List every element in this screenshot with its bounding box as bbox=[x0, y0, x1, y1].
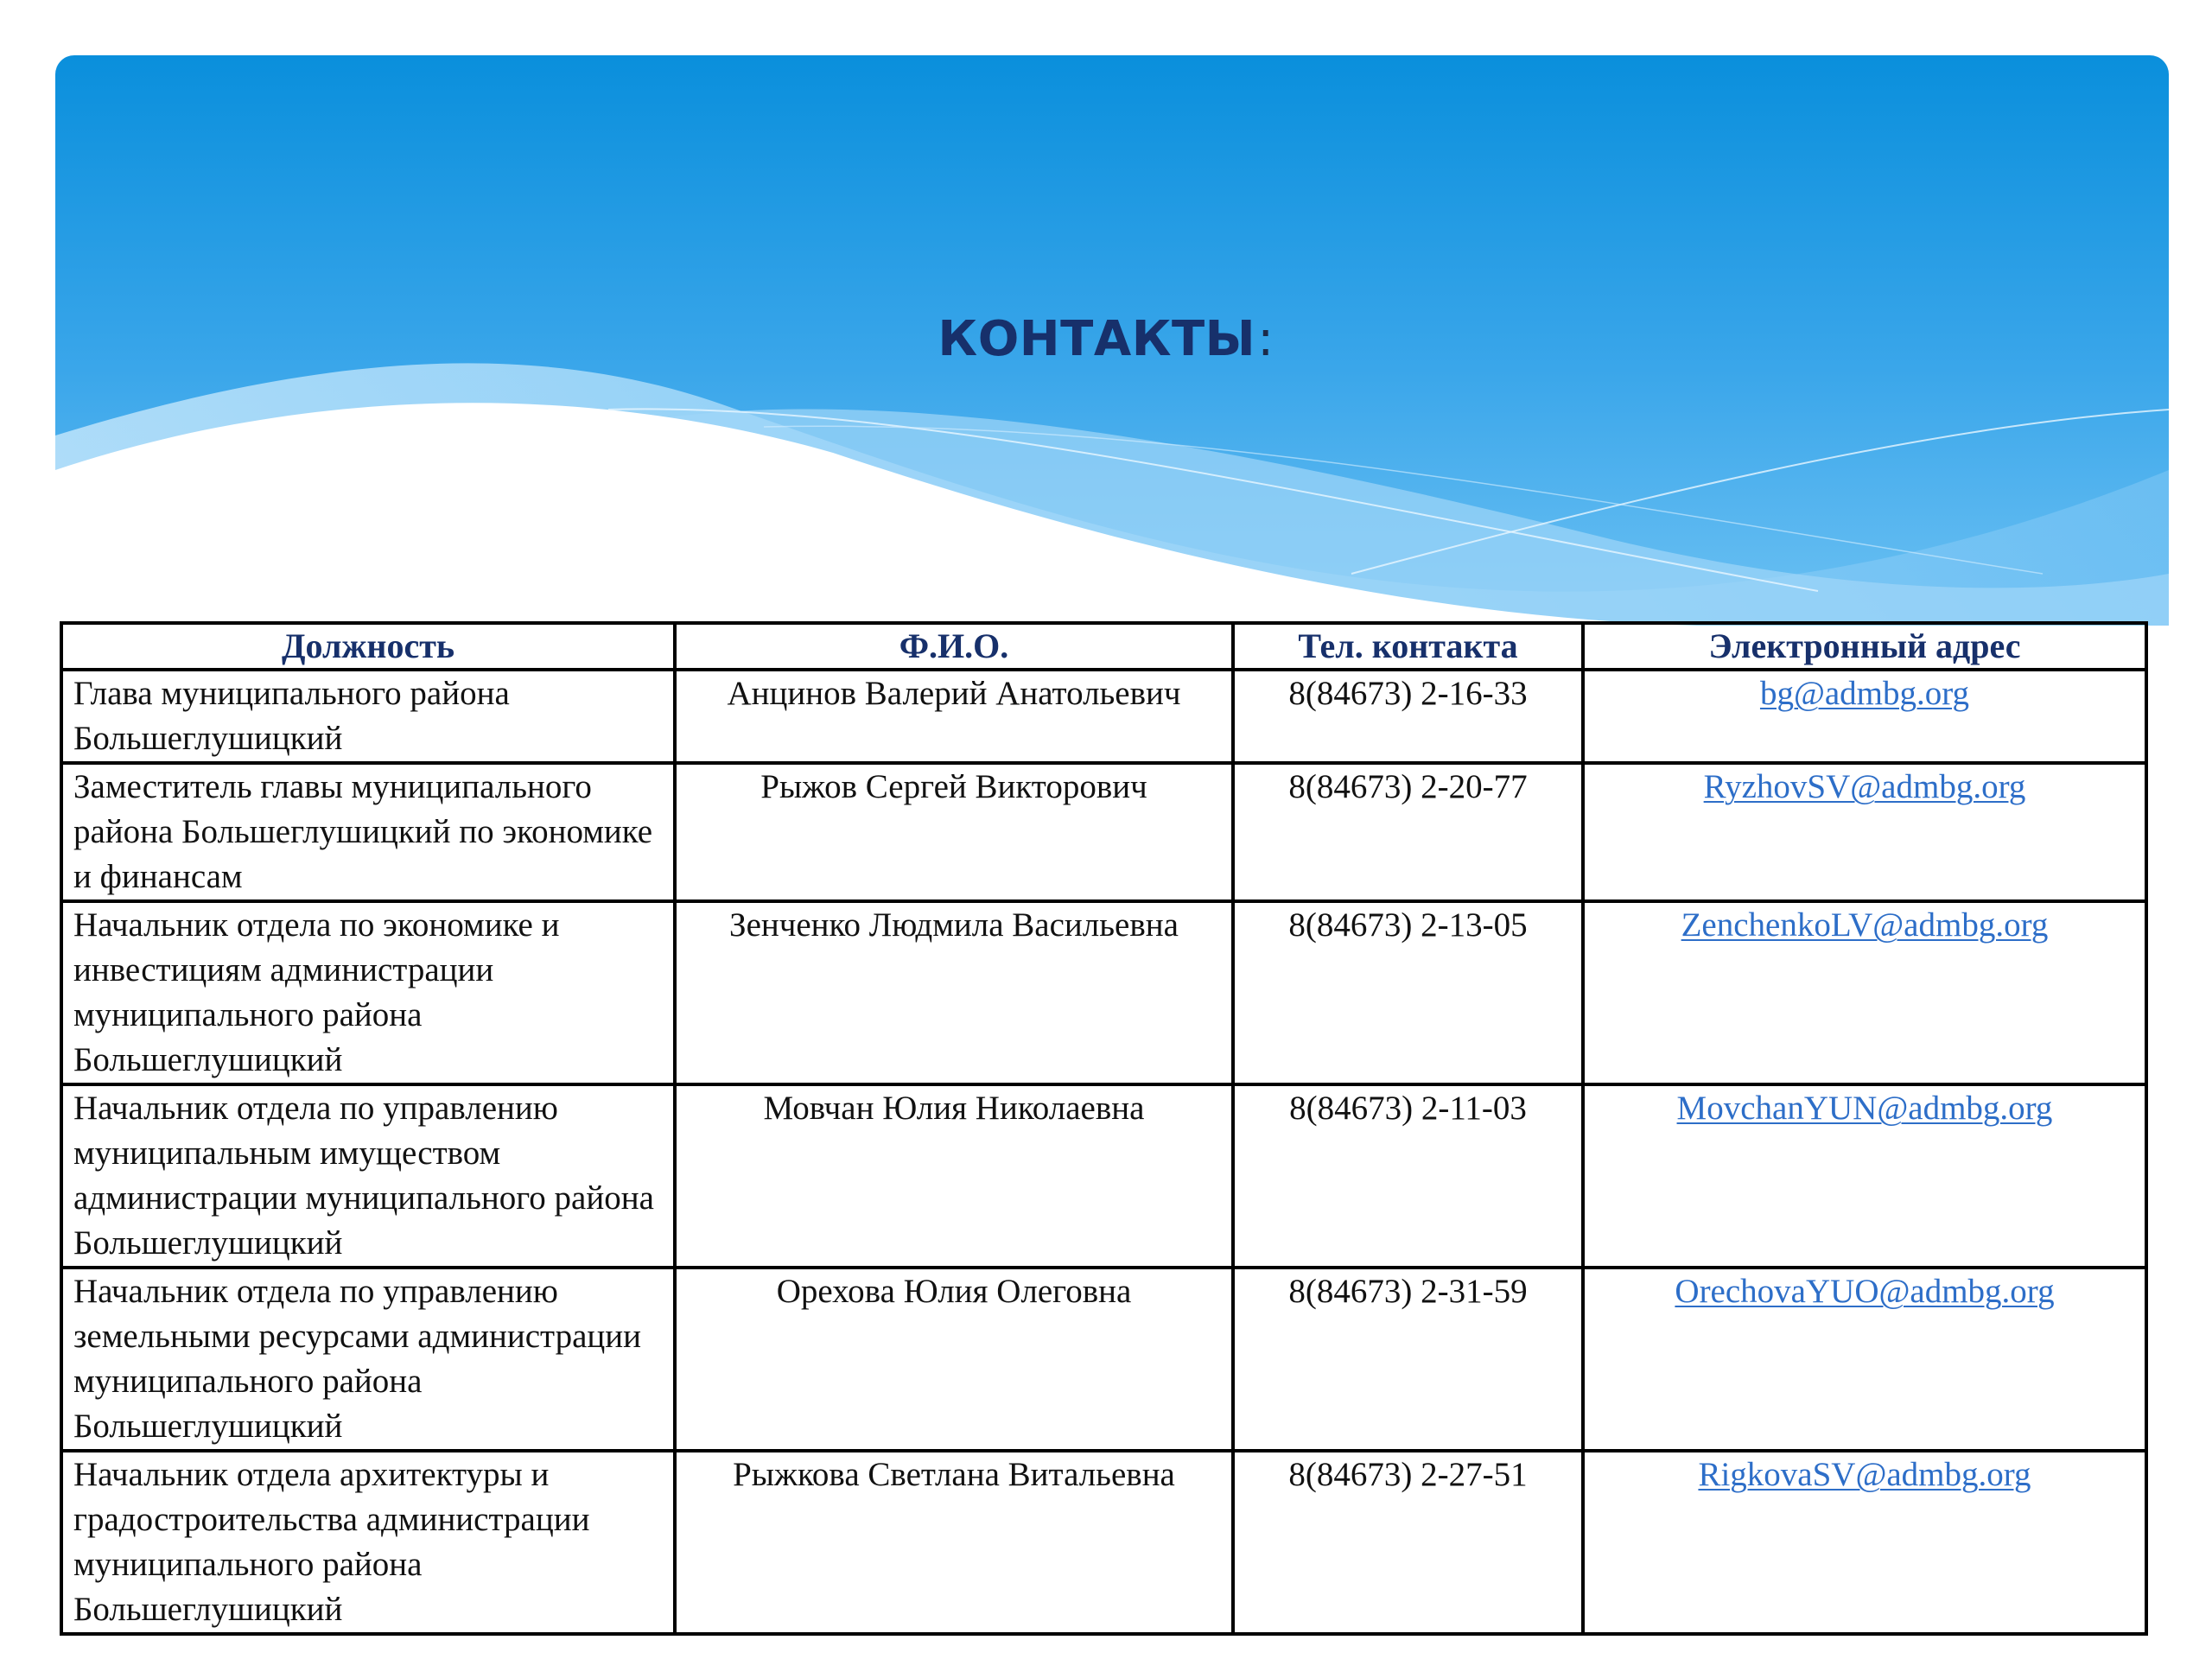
table-row bbox=[61, 670, 2146, 763]
header-name: Ф.И.О. bbox=[675, 623, 1233, 670]
table-header-row bbox=[61, 623, 2146, 670]
cell-email bbox=[1583, 901, 2146, 1084]
cell-email bbox=[1583, 763, 2146, 901]
cell-position: Глава муниципального района Большеглушицкий bbox=[61, 670, 675, 763]
cell-phone: 8(84673) 2-11-03 bbox=[1233, 1084, 1583, 1268]
cell-phone: 8(84673) 2-16-33 bbox=[1233, 670, 1583, 763]
slide-title bbox=[0, 309, 2212, 370]
email-link[interactable]: bg@admbg.org bbox=[1759, 675, 1970, 712]
header-position: Должность bbox=[61, 623, 675, 670]
header-email: Электронный адрес bbox=[1583, 623, 2146, 670]
cell-phone: 8(84673) 2-20-77 bbox=[1233, 763, 1583, 901]
cell-name: Мовчан Юлия Николаевна bbox=[675, 1084, 1233, 1268]
email-link[interactable]: RyzhovSV@admbg.org bbox=[1703, 768, 2026, 805]
table-row bbox=[61, 1268, 2146, 1451]
table-row bbox=[61, 901, 2146, 1084]
table-row bbox=[61, 1084, 2146, 1268]
contacts-table bbox=[60, 621, 2148, 1636]
cell-name: Орехова Юлия Олеговна bbox=[675, 1268, 1233, 1451]
cell-email bbox=[1583, 1451, 2146, 1634]
cell-name: Зенченко Людмила Васильевна bbox=[675, 901, 1233, 1084]
slide-title-text: КОНТАКТЫ bbox=[938, 311, 1256, 367]
slide-title-colon: : bbox=[1257, 311, 1274, 367]
email-link[interactable]: OrechovaYUO@admbg.org bbox=[1675, 1273, 2055, 1310]
cell-phone: 8(84673) 2-13-05 bbox=[1233, 901, 1583, 1084]
table-row bbox=[61, 763, 2146, 901]
cell-position: Начальник отдела архитектуры и градостроительства администрации муниципального района Большеглушицкий bbox=[61, 1451, 675, 1634]
cell-position: Начальник отдела по управлению земельными ресурсами администрации муниципального района Большеглушицкий bbox=[61, 1268, 675, 1451]
cell-phone: 8(84673) 2-27-51 bbox=[1233, 1451, 1583, 1634]
email-link[interactable]: ZenchenkoLV@admbg.org bbox=[1681, 906, 2049, 944]
cell-name: Рыжкова Светлана Витальевна bbox=[675, 1451, 1233, 1634]
cell-email bbox=[1583, 1268, 2146, 1451]
email-link[interactable]: RigkovaSV@admbg.org bbox=[1698, 1456, 2031, 1493]
cell-email bbox=[1583, 1084, 2146, 1268]
email-link[interactable]: MovchanYUN@admbg.org bbox=[1676, 1090, 2053, 1127]
table-row bbox=[61, 1451, 2146, 1634]
cell-phone: 8(84673) 2-31-59 bbox=[1233, 1268, 1583, 1451]
cell-position: Заместитель главы муниципального района Большеглушицкий по экономике и финансам bbox=[61, 763, 675, 901]
cell-email bbox=[1583, 670, 2146, 763]
cell-position: Начальник отдела по управлению муниципальным имуществом администрации муниципального района Большеглушицкий bbox=[61, 1084, 675, 1268]
cell-name: Рыжов Сергей Викторович bbox=[675, 763, 1233, 901]
cell-position: Начальник отдела по экономике и инвестициям администрации муниципального района Большеглушицкий bbox=[61, 901, 675, 1084]
cell-name: Анцинов Валерий Анатольевич bbox=[675, 670, 1233, 763]
header-phone: Тел. контакта bbox=[1233, 623, 1583, 670]
